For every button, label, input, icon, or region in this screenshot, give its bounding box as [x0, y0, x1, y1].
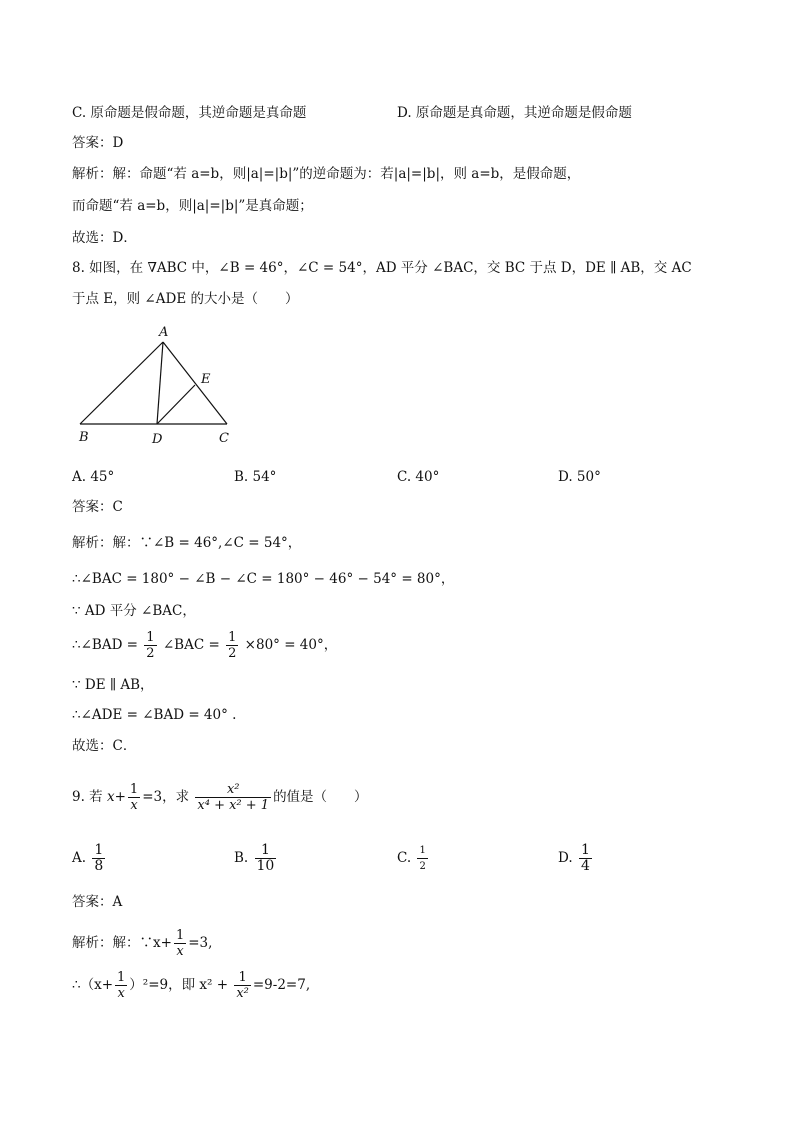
q9-stem-suffix: 的值是（ ） — [273, 789, 368, 805]
label-c: C — [219, 431, 229, 446]
q9-option-c-num: 1 — [417, 843, 427, 859]
side-ab — [80, 342, 163, 424]
q9-option-b-num: 1 — [255, 843, 277, 859]
q8-explanation-1: 解析：解：∵∠B = 46°,∠C = 54°， — [72, 535, 302, 551]
triangle-figure — [70, 320, 270, 450]
half-numerator-2: 1 — [228, 630, 237, 645]
q9-option-b-letter: B. — [234, 850, 249, 866]
q8-explanation-5: ∵ DE ∥ AB， — [72, 677, 154, 693]
q9-option-d-den: 4 — [580, 858, 590, 874]
label-b: B — [79, 430, 89, 445]
q9-option-d-fraction — [579, 843, 592, 874]
q9-option-a-letter: A. — [72, 850, 87, 866]
q9-option-a-fraction — [92, 843, 105, 874]
q9-stem-reciprocal — [128, 782, 140, 813]
q9-exp2-reciprocal-num: 1 — [117, 970, 126, 985]
half-denominator-2: 2 — [228, 646, 237, 661]
q8-choice: 故选：C． — [72, 738, 137, 754]
q9-exp1-reciprocal-num: 1 — [175, 928, 185, 943]
q9-option-a — [72, 843, 107, 874]
q9-exp1-reciprocal-den: x — [176, 944, 184, 959]
q9-target-den: x⁴ + x² + 1 — [197, 798, 270, 813]
q9-target-fraction — [195, 782, 271, 813]
segment-de — [157, 385, 195, 424]
q8-exp4-part-b: ∠BAC = — [162, 637, 220, 653]
q9-exp2-prefix: ∴（x+ — [72, 977, 114, 993]
q8-explanation-3: ∵ AD 平分 ∠BAC， — [72, 603, 196, 619]
q9-exp1-suffix: =3, — [188, 935, 213, 951]
q9-exp1-prefix: 解析：解：∵x+ — [72, 935, 172, 951]
q9-stem-reciprocal-den: x — [130, 798, 138, 813]
q8-option-a: A. 45° — [72, 469, 115, 485]
q9-exp2-suffix: =9-2=7, — [252, 977, 311, 993]
q9-option-a-den: 8 — [94, 858, 104, 874]
label-a: A — [159, 325, 169, 340]
q8-explanation-4 — [72, 630, 337, 661]
q8-stem-line1: 8. 如图，在 ∇ABC 中，∠B = 46°，∠C = 54°，AD 平分 ∠BAC，交 BC 于点 D，DE ∥ AB，交 AC — [72, 260, 692, 276]
q9-stem-prefix: 9. 若 — [72, 789, 103, 805]
q8-option-d: D. 50° — [558, 469, 601, 485]
q9-exp2-inverse-den: x² — [236, 986, 249, 1001]
half-fraction-2 — [226, 630, 238, 661]
q7-explanation-1: 解析：解：命题“若 a=b，则|a|=|b|”的逆命题为：若|a|=|b|，则 a=b，是假命题， — [72, 166, 581, 182]
q7-answer: 答案：D — [72, 135, 124, 151]
side-ac — [163, 342, 227, 424]
q9-option-d-letter: D. — [558, 850, 573, 866]
q7-explanation-2: 而命题“若 a=b，则|a|=|b|”是真命题； — [72, 198, 313, 214]
q7-option-c: C. 原命题是假命题，其逆命题是真命题 — [72, 105, 307, 121]
q9-explanation-2 — [72, 970, 310, 1001]
q9-exp2-inverse-num: 1 — [234, 970, 251, 986]
q8-stem-line2: 于点 E，则 ∠ADE 的大小是（ ） — [72, 291, 299, 307]
q8-answer: 答案：C — [72, 499, 123, 515]
q8-option-b: B. 54° — [234, 469, 277, 485]
q9-answer: 答案：A — [72, 894, 123, 910]
q8-exp4-part-c: ×80° = 40°， — [244, 637, 338, 653]
q8-exp4-part-a: ∴∠BAD = — [72, 637, 138, 653]
q8-option-c: C. 40° — [397, 469, 440, 485]
half-denominator: 2 — [146, 646, 155, 661]
q9-exp2-inverse-square — [234, 970, 251, 1001]
q9-stem-middle: =3，求 — [142, 789, 190, 805]
label-e: E — [201, 372, 211, 387]
q7-option-d: D. 原命题是真命题，其逆命题是假命题 — [397, 105, 632, 121]
q9-option-c-letter: C. — [397, 850, 412, 866]
q9-option-c-den: 2 — [419, 861, 426, 872]
q9-stem-x: x+ — [106, 789, 126, 805]
q9-option-c — [397, 843, 430, 874]
q9-exp2-reciprocal — [115, 970, 127, 1001]
q9-stem-reciprocal-num: 1 — [129, 782, 139, 797]
q9-option-a-num: 1 — [94, 842, 104, 858]
q9-stem — [72, 782, 368, 813]
q9-option-b-den: 10 — [256, 858, 275, 874]
q7-choice: 故选：D． — [72, 230, 137, 246]
q9-option-d — [558, 843, 594, 874]
q8-explanation-2: ∴∠BAC = 180° − ∠B − ∠C = 180° − 46° − 54° = 80°， — [72, 571, 455, 587]
q9-option-c-fraction — [417, 843, 427, 874]
q9-option-b — [234, 843, 278, 874]
half-numerator: 1 — [146, 630, 155, 645]
q9-exp2-middle: ）²=9，即 x² + — [129, 977, 229, 993]
q9-option-d-num: 1 — [580, 842, 590, 858]
q9-exp1-reciprocal — [174, 928, 186, 959]
q8-explanation-6: ∴∠ADE = ∠BAD = 40° . — [72, 707, 237, 723]
label-d: D — [152, 432, 163, 447]
q9-target-num: x² — [195, 782, 271, 798]
q9-exp2-reciprocal-den: x — [117, 986, 125, 1001]
q9-explanation-1 — [72, 928, 212, 959]
q9-option-b-fraction — [255, 843, 277, 874]
segment-ad — [157, 342, 163, 424]
half-fraction — [144, 630, 156, 661]
